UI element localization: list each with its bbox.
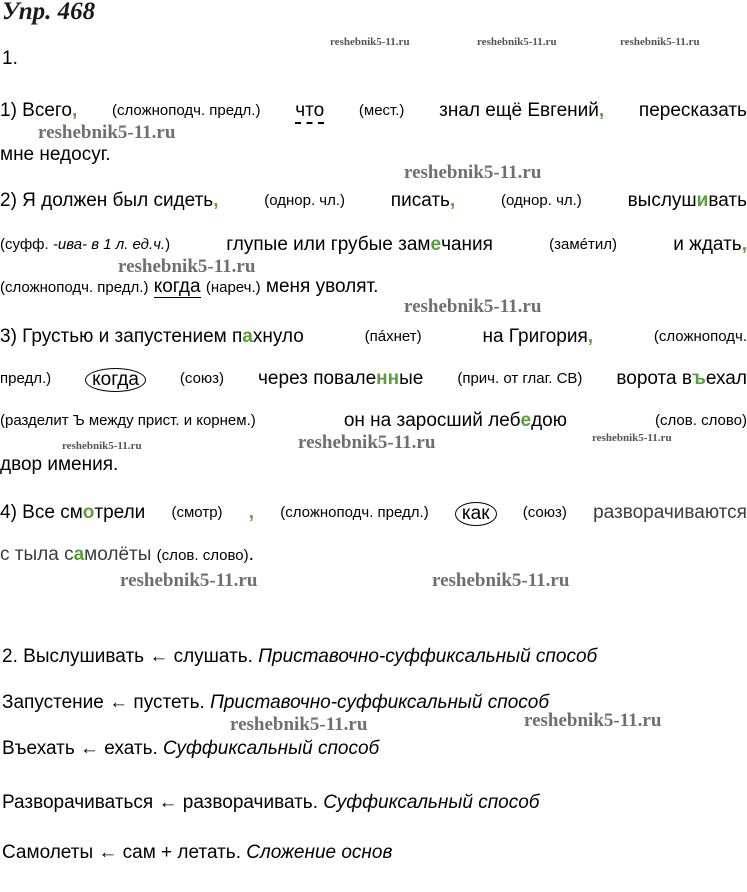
sentence-3-line-1: 3) Грустью и запустением пахнуло (пáхнет) на Григория, (сложноподч. [0,326,747,347]
watermark: reshebnik5-11.ru [120,570,258,591]
word-chto: что [295,100,324,124]
sentence-1-line-2: мне недосуг. [0,144,111,165]
circled-word-kak: как [455,502,497,526]
part1-number: 1. [2,48,18,69]
watermark: reshebnik5-11.ru [38,122,176,143]
derivation-line-5: Самолеты ← сам + летать. Сложение основ [2,842,393,863]
watermark: reshebnik5-11.ru [432,570,570,591]
watermark: reshebnik5-11.ru [524,710,662,731]
watermark: reshebnik5-11.ru [477,36,557,48]
exercise-title: Упр. 468 [2,0,96,25]
circled-word-kogda: когда [85,368,146,392]
derivation-line-4: Разворачиваться ← разворачивать. Суффиксальный способ [2,792,540,813]
sentence-4-line-2: с тыла самолёты (слов. слово). [0,544,254,565]
sentence-3-line-2: предл.) когда (союз) через поваленные (прич. от глаг. СВ) ворота въехал [0,368,747,390]
watermark: reshebnik5-11.ru [298,432,436,453]
watermark: reshebnik5-11.ru [230,714,368,735]
watermark: reshebnik5-11.ru [404,162,542,183]
derivation-line-1: 2. Выслушивать ← слушать. Приставочно-суффиксальный способ [2,646,598,667]
derivation-line-2: Запустение ← пустеть. Приставочно-суффиксальный способ [2,692,550,713]
sentence-3-line-4: двор имения. [0,454,119,475]
sentence-4-line-1: 4) Все смотрели (смотр) , (сложноподч. предл.) как (союз) разворачиваются [0,502,747,524]
watermark: reshebnik5-11.ru [118,256,256,277]
sentence-1-line-1: 1) Всего, (сложноподч. предл.) что (мест.) знал ещё Евгений, пересказать [0,100,747,124]
watermark: reshebnik5-11.ru [404,296,542,317]
derivation-line-3: Въехать ← ехать. Суффиксальный способ [2,738,380,759]
watermark: reshebnik5-11.ru [592,432,672,444]
word-kogda: когда [153,276,201,297]
watermark: reshebnik5-11.ru [330,36,410,48]
watermark: reshebnik5-11.ru [62,440,142,452]
watermark: reshebnik5-11.ru [620,36,700,48]
sentence-2-line-2: (суфф. -ива- в 1 л. ед.ч.) глупые или грубые замечания (замéтил) и ждать, [0,234,747,255]
sentence-2-line-1: 2) Я должен был сидеть, (однор. чл.) писать, (однор. чл.) выслушивать [0,190,747,211]
sentence-2-line-3: (сложноподч. предл.) когда (нареч.) меня уволят. [0,276,379,297]
sentence-3-line-3: (разделит Ъ между прист. и корнем.) он на заросший лебедою (слов. слово) [0,410,747,431]
